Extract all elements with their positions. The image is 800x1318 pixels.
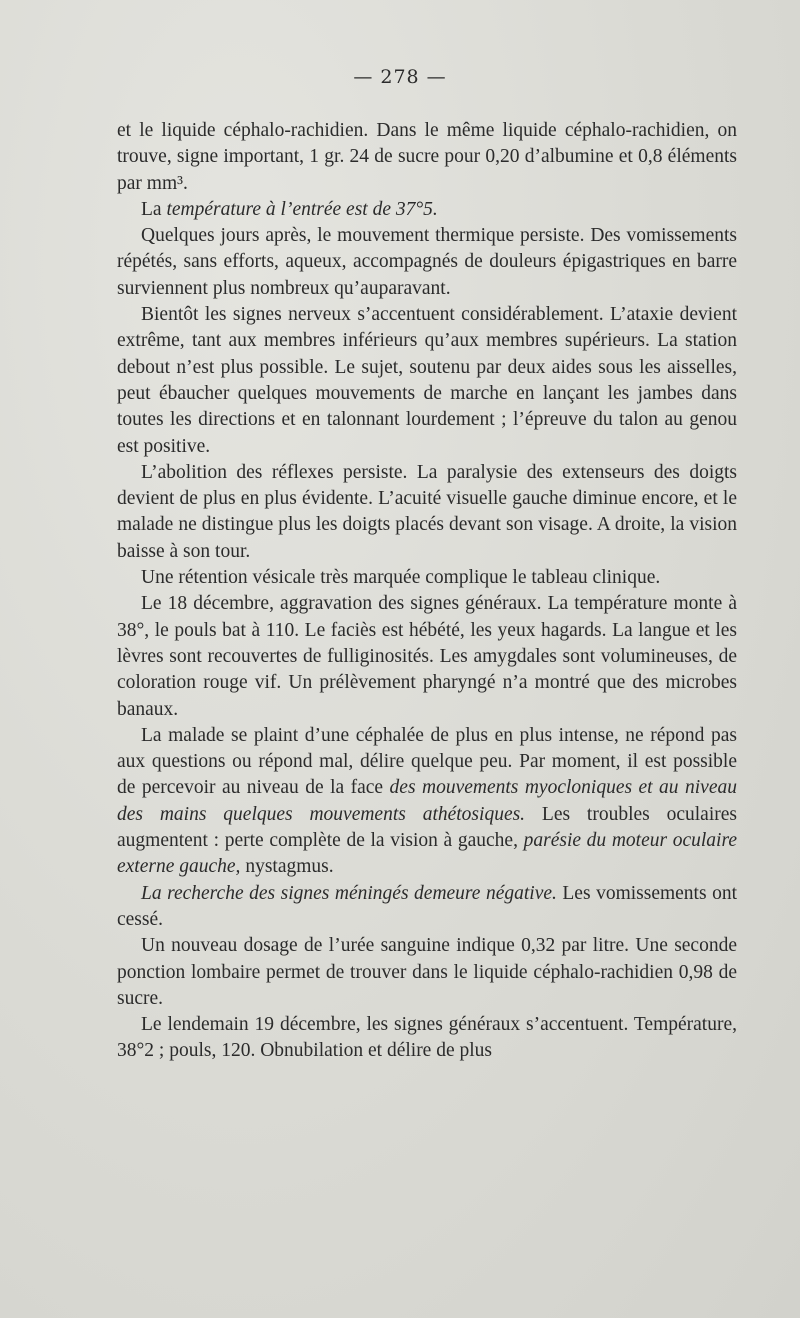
paragraph-9 [117,881,737,934]
paragraph-3 [117,223,737,302]
text-run: Une rétention vésicale très marquée complique le tableau clinique. [141,567,661,589]
text-run: Un nouveau dosage de l’urée sanguine indique 0,32 par litre. Une seconde ponction lombaire permet de trouver dans le liquide céphalo-rachidien 0,98 de sucre. [117,935,737,1009]
paragraph-11 [117,1012,737,1065]
text-run: La [141,198,167,220]
paragraph-4 [117,302,737,460]
paragraph-7 [117,591,737,722]
italic-text: température à l’entrée est de 37°5. [166,198,438,220]
paragraph-6 [117,565,737,591]
text-run: Quelques jours après, le mouvement thermique persiste. Des vomissements répétés, sans efforts, aqueux, accompagnés de douleurs épigastriques en barre surviennent plus nombreux qu’auparavant. [117,225,737,299]
text-run: La malade se plaint d’une céphalée de plus en plus intense, ne répond pas aux questions ou répond mal, délire quelque peu. Par moment, il est possible de percevoir au niveau de la face [117,724,737,799]
italic-text: parésie du moteur oculaire externe gauche, [117,830,737,878]
page-number: — 278 — [353,66,447,88]
text-run: L’abolition des réflexes persiste. La paralysie des extenseurs des doigts devient de plus en plus évidente. L’acuité visuelle gauche diminue encore, et le malade ne distingue plus les doigts placés devant son visage. A droite, la vision baisse à son tour. [117,461,737,562]
body-text [117,118,737,1065]
text-run: nystagmus. [240,856,334,878]
text-run: Les troubles oculaires augmentent : perte complète de la vision à gauche, [117,803,737,852]
italic-text: La recherche des signes méningés demeure négative. [141,882,557,904]
italic-text: des mouvements myocloniques et au niveau des mains quelques mouvements athétosiques. [117,777,737,825]
paragraph-8 [117,723,737,881]
paragraph-10 [117,933,737,1012]
text-run: Le 18 décembre, aggravation des signes généraux. La température monte à 38°, le pouls bat à 110. Le faciès est hébété, les yeux hagards. La langue et les lèvres sont recouvertes de fulliginosités. Les amygdales sont volumineuses, de coloration rouge vif. Un prélèvement pharyngé n’a montré que des microbes banaux. [117,593,737,720]
text-run: et le liquide céphalo-rachidien. Dans le même liquide céphalo-rachidien, on trouve, signe important, 1 gr. 24 de sucre pour 0,20 d’albumine et 0,8 éléments par mm³. [117,120,737,194]
text-run: Les vomissements ont cessé. [117,882,737,930]
paragraph-5 [117,460,737,565]
text-run: Bientôt les signes nerveux s’accentuent considérablement. L’ataxie devient extrême, tant aux membres inférieurs qu’aux membres supérieurs. La station debout n’est plus possible. Le sujet, soutenu par deux aides sous les aisselles, peut ébaucher quelques mouvements de marche en lançant les jambes dans toutes les directions et en talonnant lourdement ; l’épreuve du talon au genou est positive. [117,304,737,457]
paragraph-1 [117,118,737,197]
paragraph-2 [117,197,737,223]
text-run: Le lendemain 19 décembre, les signes généraux s’accentuent. Température, 38°2 ; pouls, 120. Obnubilation et délire de plus [117,1014,737,1062]
